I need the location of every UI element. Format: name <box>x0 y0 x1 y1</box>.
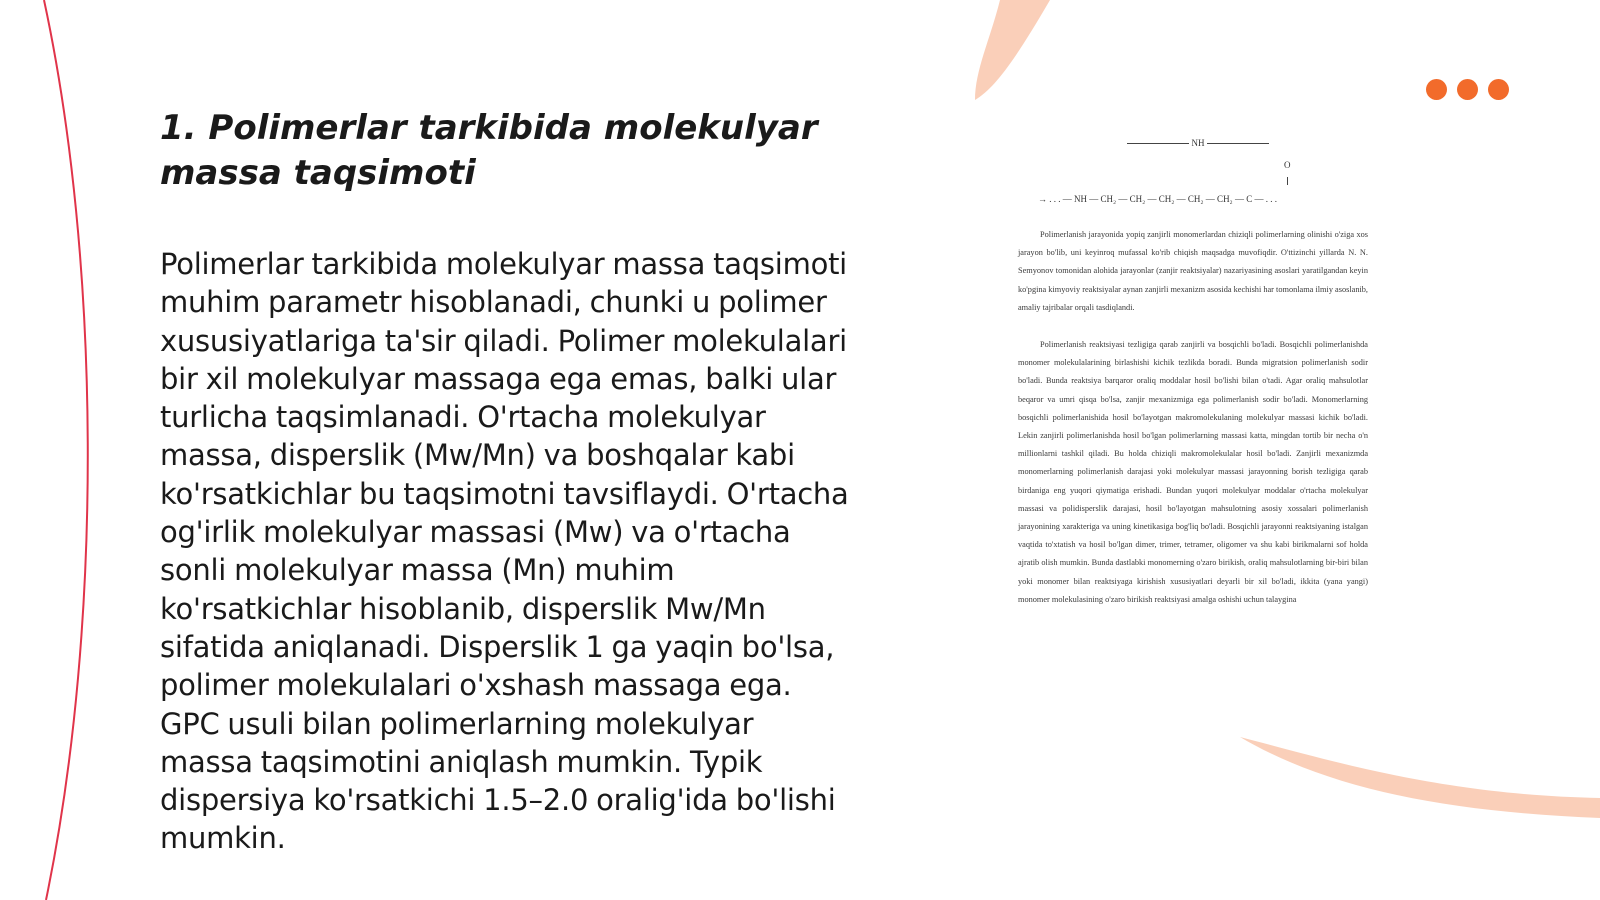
document-excerpt-image <box>1018 132 1370 692</box>
slide-body-text: Polimerlar tarkibida molekulyar massa taqsimoti muhim parametr hisoblanadi, chunki u polimer xususiyatlariga ta'sir qiladi. Polimer molekulalari bir xil molekulyar massaga ega emas, balki ular turlicha taqsimlanadi. O'rtacha molekulyar massa, disperslik (Mw/Mn) va boshqalar kabi ko'rsatkichlar bu taqsimotni tavsiflaydi. O'rtacha og'irlik molekulyar massasi (Mw) va o'rtacha sonli molekulyar massa (Mn) muhim ko'rsatkichlar hisoblanib, disperslik Mw/Mn sifatida aniqlanadi. Disperslik 1 ga yaqin bo'lsa, polimer molekulalari o'xshash massaga ega. GPC usuli bilan polimerlarning molekulyar massa taqsimotini aniqlash mumkin. Typik dispersiya ko'rsatkichi 1.5–2.0 oralig'ida bo'lishi mumkin. <box>160 247 849 856</box>
document-paragraph-1: Polimerlanish jarayonida yopiq zanjirli monomerlardan chiziqli polimerlarning olinishi o'ziga xos jarayon bo'lib, uni keyinroq mufassal ko'rib chiqish maqsadga muvofiqdir. O'ttizinchi yillarda N. N. Semyonov tomonidan alohida jarayonlar (zanjir reaktsiyalar) nazariyasining asoslari yaratilgandan keyin ko'pgina kimyoviy reaktsiyalar aynan zanjirli mexanizm asosida kechishi har tomonlama ilmiy asoslanib, amaliy tajribalar orqali tasdiqlandi. <box>1018 230 1368 312</box>
formula-nh-label: NH <box>1191 138 1205 148</box>
formula-double-bond <box>1287 177 1288 185</box>
formula-oxygen-label: O <box>1284 160 1291 170</box>
dot-icon <box>1457 79 1478 100</box>
formula-top-line <box>1098 138 1298 148</box>
formula-chain: → . . . — NH — CH₂ — CH₂ — CH₂ — CH₂ — CH₂ — C — . . . <box>1038 194 1277 204</box>
document-paragraph-2: Polimerlanish reaktsiyasi tezligiga qarab zanjirli va bosqichli bo'ladi. Bosqichli polimerlanishda monomer molekulalarining birlashishi kichik tezlikda boradi. Bunda migratsion polimerlanish sodir bo'ladi. Bunda reaktsiya barqaror oraliq moddalar hosil bo'lishi bilan o'tadi. Agar oraliq mahsulotlar beqaror va umri qisqa bo'lsa, zanjir mexanizmiga ega polimerlanish sodir bo'ladi. Monomerlarning bosqichli polimerlanishida hosil bo'layotgan makromolekulaning molekulyar massasi kichik bo'ladi. Lekin zanjirli polimerlanishda hosil bo'lgan polimerlarning massasi katta, mingdan tortib bir necha o'n millionlarni tashkil qiladi. Bu holda chiziqli makromolekulalar hosil bo'ladi. Zanjirli mexanizmda monomerlarning polimerlanish darajasi yoki molekulyar massasi jarayonning borish tezligiga qarab birdaniga eng yuqori qiymatiga erishadi. Bundan yuqori molekulyar moddalar o'rtacha molekulyar massasi va polidisperslik darajasi, hosil bo'layotgan mahsulotning asosiy xossalari polimerlanish jarayonining xarakteriga va uning kinetikasiga bog'liq bo'ladi. Bosqichli jarayonni reaktsiyaning istalgan vaqtida to'xtatish va hosil bo'lgan dimer, trimer, tetramer, oligomer va shu kabi birikmalarni sof holda ajratib olish mumkin. Bunda dastlabki monomerning o'zaro birikish, oraliq mahsulotlarning bir-biri bilan yoki monomer bilan reaktsiyaga kirishish xususiyatlari deyarli bir xil bo'ladi, ikkita (yana yangi) monomer molekulasining o'zaro birikish reaktsiyasi amalga oshishi uchun talaygina <box>1018 340 1368 604</box>
left-red-curve <box>44 0 88 900</box>
bottom-orange-swoosh <box>1240 737 1600 818</box>
slide-title: 1. Polimerlar tarkibida molekulyar massa taqsimoti <box>160 108 818 193</box>
dot-icon <box>1426 79 1447 100</box>
dots-menu-icon <box>1426 79 1509 100</box>
dot-icon <box>1488 79 1509 100</box>
top-orange-swoosh <box>975 0 1050 100</box>
